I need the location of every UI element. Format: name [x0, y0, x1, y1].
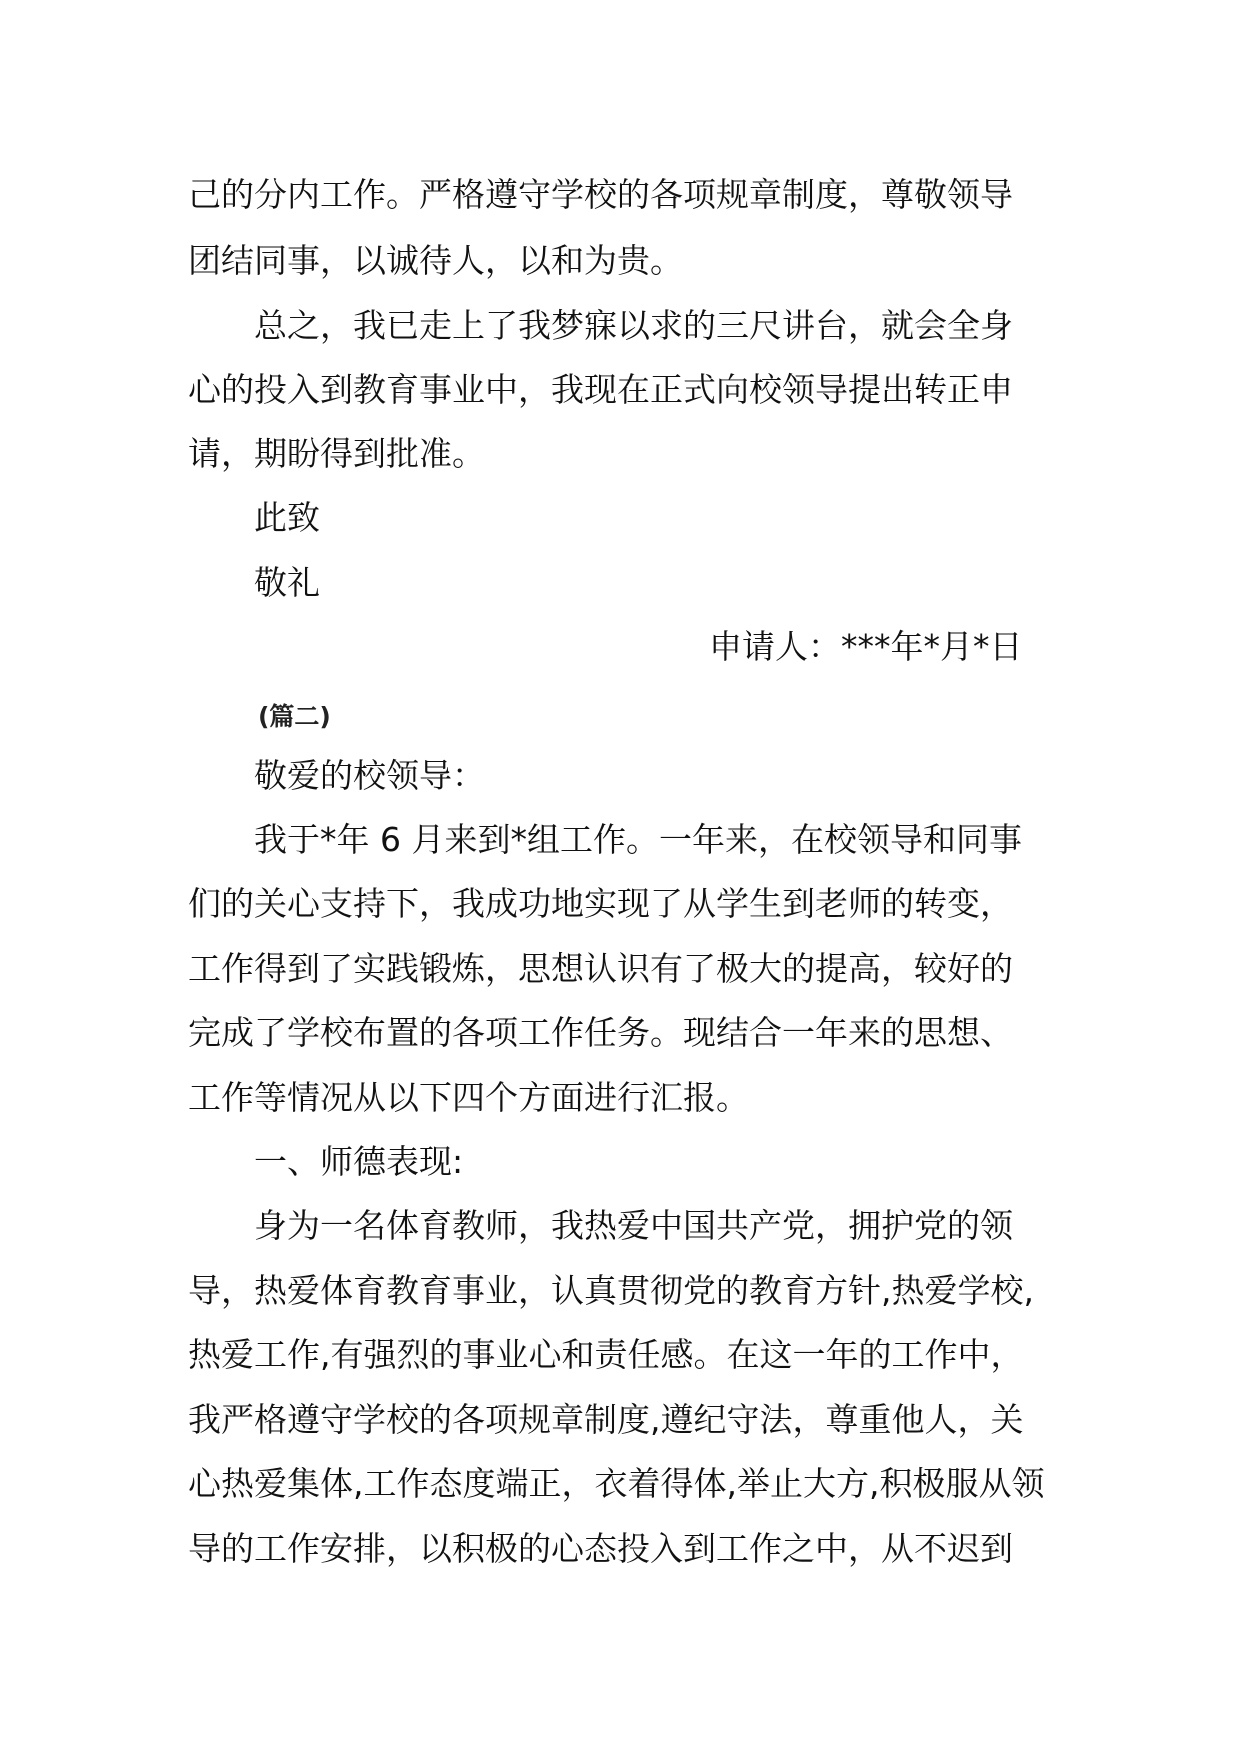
body-text-line: 热爱工作,有强烈的事业心和责任感。在这一年的工作中，: [188, 1335, 1024, 1374]
closing-salutation: 此致: [254, 498, 320, 537]
body-text-line: 己的分内工作。严格遵守学校的各项规章制度，尊敬领导: [188, 175, 1013, 214]
body-text-line: 导，热爱体育教育事业，认真贯彻党的教育方针,热爱学校,: [188, 1271, 1034, 1310]
paragraph-start-line: 我于*年 6 月来到*组工作。一年来，在校领导和同事: [254, 820, 1022, 859]
body-text-line: 工作等情况从以下四个方面进行汇报。: [188, 1078, 749, 1117]
body-text-line: 完成了学校布置的各项工作任务。现结合一年来的思想、: [188, 1013, 1013, 1052]
closing-respect: 敬礼: [254, 563, 320, 602]
subsection-heading: 一、师德表现:: [254, 1142, 464, 1181]
paragraph-start-line: 总之，我已走上了我梦寐以求的三尺讲台，就会全身: [254, 306, 1013, 345]
body-text-line: 团结同事，以诚待人，以和为贵。: [188, 241, 683, 280]
letter-greeting: 敬爱的校领导：: [254, 756, 485, 795]
body-text-line: 心的投入到教育事业中，我现在正式向校领导提出转正申: [188, 370, 1013, 409]
body-text-line: 导的工作安排，以积极的心态投入到工作之中，从不迟到: [188, 1529, 1013, 1568]
body-text-line: 我严格遵守学校的各项规章制度,遵纪守法，尊重他人，关: [188, 1400, 1024, 1439]
paragraph-start-line: 身为一名体育教师，我热爱中国共产党，拥护党的领: [254, 1206, 1013, 1245]
body-text-line: 请，期盼得到批准。: [188, 434, 485, 473]
body-text-line: 心热爱集体,工作态度端正，衣着得体,举止大方,积极服从领: [188, 1464, 1045, 1503]
signature-line: 申请人：***年*月*日: [709, 627, 1023, 666]
body-text-line: 们的关心支持下，我成功地实现了从学生到老师的转变，: [188, 884, 1013, 923]
section-heading: (篇二): [258, 702, 331, 731]
body-text-line: 工作得到了实践锻炼，思想认识有了极大的提高，较好的: [188, 949, 1013, 988]
